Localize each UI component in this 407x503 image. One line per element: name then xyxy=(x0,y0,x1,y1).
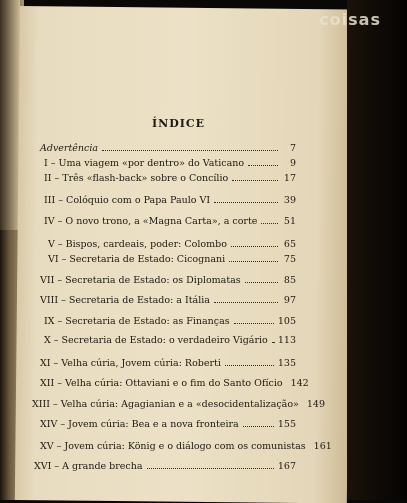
watermark-logo: coisas xyxy=(319,10,381,29)
toc-entry-title: IV – O novo trono, a «Magna Carta», a corte xyxy=(44,216,258,227)
toc-entry xyxy=(40,375,309,389)
toc-entry-page: 142 xyxy=(290,378,309,389)
facing-page-strip xyxy=(0,0,20,230)
toc-leader-dots xyxy=(231,246,278,247)
toc-entry-title: Advertência xyxy=(40,143,99,154)
toc-leader-dots xyxy=(261,223,278,224)
toc-leader-dots xyxy=(245,282,278,283)
toc-entry-page: 135 xyxy=(277,358,296,369)
toc-entry-title: II – Três «flash-back» sobre o Concílio xyxy=(44,173,229,184)
toc-entry xyxy=(34,458,296,472)
toc-entry-title: XII – Velha cúria: Ottaviani e o fim do Santo Ofício xyxy=(40,378,283,389)
toc-entry xyxy=(44,332,296,346)
toc-entry xyxy=(44,213,296,227)
toc-entry xyxy=(44,170,296,184)
toc-entry-page: 85 xyxy=(283,275,296,286)
toc-entry-page: 161 xyxy=(313,441,332,452)
toc-leader-dots xyxy=(272,342,274,343)
toc-entry-page: 17 xyxy=(283,173,296,184)
toc-leader-dots xyxy=(214,202,278,203)
toc-entry-page: 97 xyxy=(283,295,296,306)
toc-entry xyxy=(40,140,296,154)
toc-entry-page: 39 xyxy=(283,195,296,206)
toc-leader-dots xyxy=(232,180,278,181)
toc-entry xyxy=(40,416,296,430)
toc-entry xyxy=(44,155,296,169)
dark-background xyxy=(347,0,407,500)
toc-leader-dots xyxy=(243,426,274,427)
toc-entry xyxy=(48,236,296,250)
toc-entry-title: XV – Jovem cúria: König e o diálogo com os comunistas xyxy=(40,441,306,452)
toc-entry xyxy=(48,251,296,265)
toc-entry xyxy=(32,396,326,410)
toc-entry-title: III – Colóquio com o Papa Paulo VI xyxy=(44,195,211,206)
toc-entry-page: 9 xyxy=(289,158,296,169)
index-title: ÍNDICE xyxy=(152,117,206,130)
toc-entry-page: 149 xyxy=(306,399,326,410)
toc-entry xyxy=(44,313,296,327)
toc-entry-title: XI – Velha cúria, Jovem cúria: Roberti xyxy=(40,358,221,369)
toc-entry-page: 51 xyxy=(283,216,296,227)
toc-leader-dots xyxy=(214,302,278,303)
toc-entry xyxy=(40,438,332,452)
toc-entry-title: VII – Secretaria de Estado: os Diplomatas xyxy=(40,275,241,286)
toc-leader-dots xyxy=(248,165,278,166)
toc-leader-dots xyxy=(229,261,278,262)
toc-entry-title: I – Uma viagem «por dentro» do Vaticano xyxy=(44,158,245,169)
toc-entry-title: VI – Secretaria de Estado: Cicognani xyxy=(48,254,226,265)
toc-leader-dots xyxy=(225,365,274,366)
toc-entry-title: XVI – A grande brecha xyxy=(34,461,143,472)
toc-entry-page: 105 xyxy=(277,316,296,327)
toc-entry-title: IX – Secretaria de Estado: as Finanças xyxy=(44,316,230,327)
toc-entry-page: 155 xyxy=(277,419,296,430)
toc-entry xyxy=(40,292,296,306)
toc-entry-page: 65 xyxy=(283,239,296,250)
toc-entry-page: 167 xyxy=(277,461,296,472)
toc-entry-title: XIV – Jovem cúria: Bea e a nova fronteira xyxy=(40,419,239,430)
toc-leader-dots xyxy=(234,323,274,324)
toc-leader-dots xyxy=(102,150,278,151)
toc-entry-page: 113 xyxy=(277,335,296,346)
toc-entry-title: XIII – Velha cúria: Agagianian e a «desocidentalização» xyxy=(32,399,299,410)
toc-entry xyxy=(40,355,296,369)
toc-leader-dots xyxy=(147,468,274,469)
toc-entry-title: VIII – Secretaria de Estado: a Itália xyxy=(40,295,210,306)
toc-entry xyxy=(44,192,296,206)
toc-entry-page: 7 xyxy=(289,143,296,154)
toc-entry-title: V – Bispos, cardeais, poder: Colombo xyxy=(48,239,227,250)
toc-entry-page: 75 xyxy=(283,254,296,265)
toc-entry-title: X – Secretaria de Estado: o verdadeiro Vigário xyxy=(44,335,268,346)
toc-entry xyxy=(40,272,296,286)
